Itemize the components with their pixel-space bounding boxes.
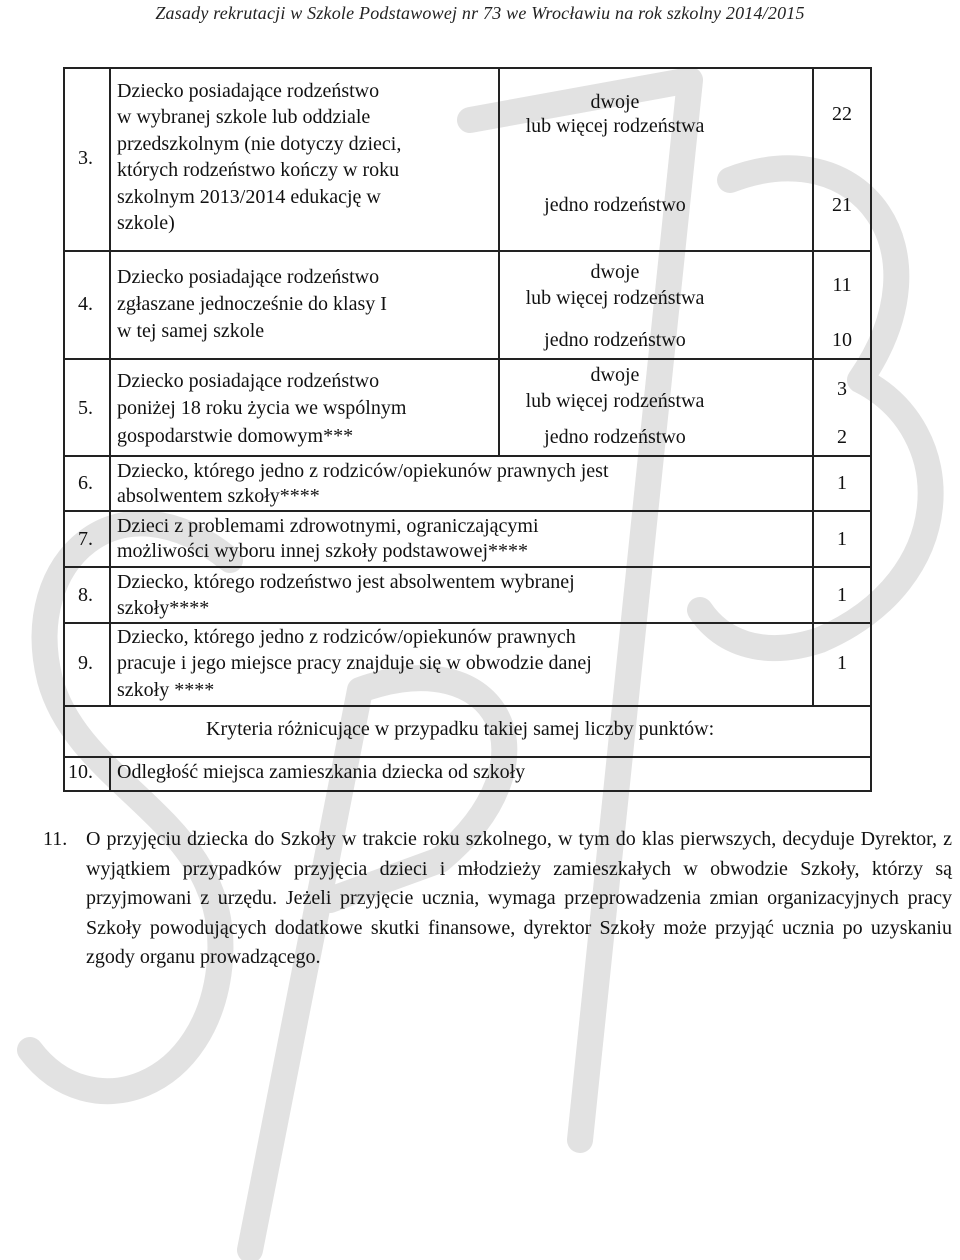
paragraph-text: O przyjęciu dziecka do Szkoły w trakcie roku szkolnego, w tym do klas pierwszych, decyduje Dyrektor, z wyjątkiem przypadków przyjęcia dzieci i młodzieży zamieszkałych w obwodzie Szkoły, którzy są przyjmowani z urzędu. Jeżeli przyjęcie ucznia, wymaga przeprowadzenia zmian organizacyjnych pracy Szkoły powodujących dodatkowe skutki finansowe, dyrektor Szkoły może przyjąć ucznia po uzyskaniu zgody organu prowadzącego. [86,828,952,968]
row-8-description-line: szkoły**** [117,597,210,619]
table-line-row3 [63,250,872,252]
row-3-description-line: w wybranej szkole lub oddziale [117,106,371,128]
row-9-number: 9. [78,652,93,674]
row-3-option-label: lub więcej rodzeństwa [525,115,705,137]
row-4-description-line: Dziecko posiadające rodzeństwo [117,266,380,288]
row-9-description-line: pracuje i jego miejsce pracy znajduje się w obwodzie danej [117,652,592,674]
row-7-description-line: możliwości wyboru innej szkoły podstawowej**** [117,540,529,562]
row-3-number: 3. [78,147,93,169]
table-line-row7 [63,566,872,568]
row-3-description-line: przedszkolnym (nie dotyczy dzieci, [117,133,402,155]
table-line-top [63,67,872,69]
row-3-description-line: szkolnym 2013/2014 edukację w [117,186,381,208]
tie-break-heading: Kryteria różnicujące w przypadku takiej samej liczby punktów: [206,718,715,740]
row-3-option-points: 21 [832,194,852,216]
row-3-description-line: szkole) [117,212,175,234]
row-3-option-label: jedno rodzeństwo [544,194,686,216]
table-line-row4 [63,358,872,360]
page-header: Zasady rekrutacji w Szkole Podstawowej nr 73 we Wrocławiu na rok szkolny 2014/2015 [155,3,805,23]
table-line-num-tie [109,756,111,792]
row-5-option-label: jedno rodzeństwo [544,426,686,448]
row-4-option-points: 11 [832,274,852,296]
row-7-points: 1 [837,528,847,550]
row-5-description-line: gospodarstwie domowym*** [117,425,354,447]
table-line-bottom [63,790,872,792]
row-4-description-line: w tej samej szkole [117,320,265,342]
row-5-description-line: poniżej 18 roku życia we wspólnym [117,397,407,419]
row-5-number: 5. [78,397,93,419]
row-10-number: 10. [68,761,93,783]
paragraph-number: 11. [43,828,68,850]
table-line-row5 [63,455,872,457]
row-4-option-label: lub więcej rodzeństwa [525,287,705,309]
row-6-description-line: Dziecko, którego jedno z rodziców/opiekunów prawnych jest [117,460,609,482]
table-line-row9 [63,705,872,707]
row-9-points: 1 [837,652,847,674]
row-10-description: Odległość miejsca zamieszkania dziecka od szkoły [117,761,526,783]
row-6-description-line: absolwentem szkoły**** [117,485,320,507]
row-4-description-line: zgłaszane jednocześnie do klasy I [117,293,387,315]
row-6-points: 1 [837,472,847,494]
row-9-description-line: szkoły **** [117,679,215,701]
table-line-row6 [63,510,872,512]
row-7-number: 7. [78,528,93,550]
row-3-description-line: Dziecko posiadające rodzeństwo [117,80,380,102]
row-8-description-line: Dziecko, którego rodzeństwo jest absolwentem wybranej [117,571,575,593]
row-3-description-line: których rodzeństwo kończy w roku [117,159,400,181]
table-line-right [870,67,872,792]
table-line-num [109,67,111,707]
row-5-option-label: dwoje [590,364,640,386]
row-8-number: 8. [78,584,93,606]
row-4-number: 4. [78,293,93,315]
row-4-option-label: jedno rodzeństwo [544,329,686,351]
table-line-row8 [63,622,872,624]
table-line-left [63,67,65,792]
row-5-option-points: 3 [837,378,847,400]
row-4-option-label: dwoje [590,261,640,283]
row-5-option-label: lub więcej rodzeństwa [525,390,705,412]
row-5-description-line: Dziecko posiadające rodzeństwo [117,370,380,392]
row-5-option-points: 2 [837,426,847,448]
row-3-option-points: 22 [832,103,852,125]
row-6-number: 6. [78,472,93,494]
row-7-description-line: Dzieci z problemami zdrowotnymi, ograniczającymi [117,515,539,537]
row-9-description-line: Dziecko, którego jedno z rodziców/opiekunów prawnych [117,626,576,648]
row-3-option-label: dwoje [590,91,640,113]
row-4-option-points: 10 [832,329,852,351]
table-line-tie [63,756,872,758]
row-8-points: 1 [837,584,847,606]
